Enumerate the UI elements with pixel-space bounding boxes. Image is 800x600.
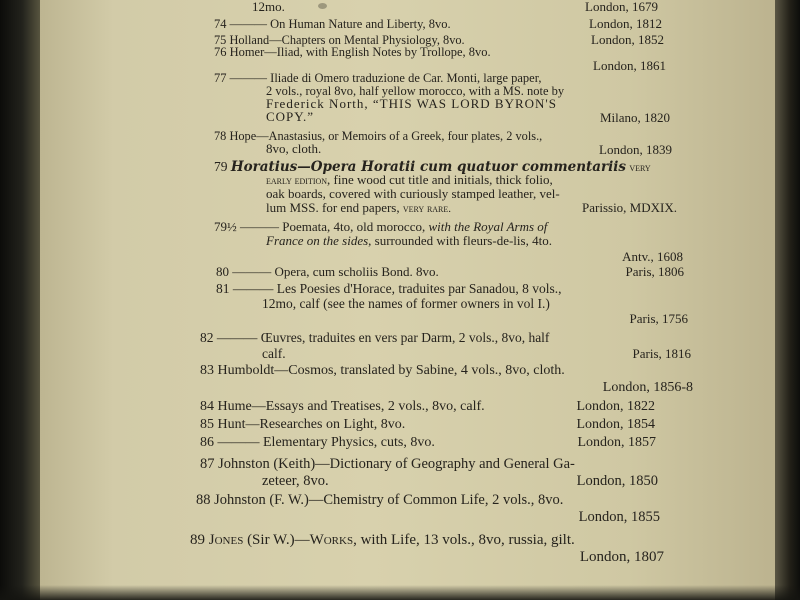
entry-78-line2: 8vo, cloth. [266,141,322,156]
entry-89-author: Jones [208,532,244,548]
entry-79: 79 Horatius—Opera Horatii cum quatuor commentariis very [214,159,651,175]
entry-86: 86 ——— Elementary Physics, cuts, 8vo. [200,435,435,450]
entry-79-half-number: 79½ [214,219,237,234]
entry-79-half-italic2: France on the sides [266,233,369,248]
entry-89-imprint: London, 1807 [579,549,664,565]
entry-88-imprint: London, 1855 [578,509,660,525]
entry-73-imprint: London, 1679 [585,0,658,14]
entry-89 [190,532,575,548]
entry-89-number: 89 [190,532,205,548]
entry-77-line3: Frederick North, “THIS WAS LORD BYRON'S [266,96,557,111]
entry-79-mss: lum MSS. for end papers, [266,200,400,215]
entry-79-line3: oak boards, covered with curiously stamped leather, vel- [266,186,560,201]
entry-79-rare: very rare. [402,203,452,215]
entry-77-line2: 2 vols., royal 8vo, half yellow morocco, with a MS. note by [266,83,565,98]
entry-79-half-lead: ——— Poemata, 4to, old morocco, [240,219,426,234]
entry-81-line2: 12mo, calf (see the names of former owners in vol I.) [262,296,550,311]
entry-85-imprint: London, 1854 [576,417,655,432]
entry-74: 74 ——— On Human Nature and Liberty, 8vo. [214,16,451,31]
entry-79-half [214,220,547,234]
entry-76-imprint: London, 1861 [593,58,666,73]
entry-77-line4: COPY.” [266,109,315,124]
entry-83: 83 Humboldt—Cosmos, translated by Sabine, 4 vols., 8vo, cloth. [200,363,565,378]
entry-79-early: early edition [266,175,328,187]
entry-78-imprint: London, 1839 [599,142,672,157]
entry-74-imprint: London, 1812 [589,16,662,31]
entry-84: 84 Hume—Essays and Treatises, 2 vols., 8vo, calf. [200,399,485,414]
entry-81: 81 ——— Les Poesies d'Horace, traduites par Sanadou, 8 vols., [216,281,562,296]
entry-81-imprint: Paris, 1756 [629,311,688,326]
entry-85: 85 Hunt—Researches on Light, 8vo. [200,417,406,432]
entry-79-author: Horatius [230,159,298,175]
entry-75: 75 Holland—Chapters on Mental Physiology, 8vo. [214,32,465,47]
entry-77-imprint: Milano, 1820 [599,110,670,125]
entry-79-desc: , fine wood cut title and initials, thick folio, [327,172,553,187]
entry-79-number: 79 [214,159,228,174]
entry-79-title: Opera Horatii cum quatuor commentariis [310,159,626,175]
entry-83-imprint: London, 1856-8 [602,380,693,395]
book-spine-shadow [0,0,40,600]
entry-86-imprint: London, 1857 [577,435,656,450]
entry-87: 87 Johnston (Keith)—Dictionary of Geography and General Ga- [200,456,575,472]
entry-77: 77 ——— Iliade di Omero traduzione de Car. Monti, large paper, [214,70,542,85]
entry-88: 88 Johnston (F. W.)—Chemistry of Common Life, 2 vols., 8vo. [196,492,564,508]
entry-82: 82 ——— Œuvres, traduites en vers par Darm, 2 vols., 8vo, half [200,330,550,345]
entry-82-line2: calf. [262,346,286,361]
paper-blemish [318,3,327,9]
entry-89-paren: (Sir W.)— [243,532,310,548]
entry-79-half-rest: , surrounded with fleurs-de-lis, 4to. [368,233,552,248]
entry-73-end: 12mo. [252,0,285,14]
entry-79-very: very [629,162,651,174]
entry-80-imprint: Paris, 1806 [625,264,684,279]
entry-79-half-line2 [266,234,552,248]
entry-80: 80 ——— Opera, cum scholiis Bond. 8vo. [216,264,439,279]
entry-75-imprint: London, 1852 [591,32,664,47]
entry-87-line2: zeteer, 8vo. [262,473,329,489]
entry-79-half-italic1: with the Royal Arms of [428,219,548,234]
entry-89-works: Works [309,532,354,548]
entry-79-imprint: Parissio, MDXIX. [582,200,677,215]
entry-76: 76 Homer—Iliad, with English Notes by Trollope, 8vo. [214,44,491,59]
entry-82-imprint: Paris, 1816 [632,346,691,361]
page-edge-shadow [775,0,800,600]
entry-79-line4 [266,201,451,216]
entry-84-imprint: London, 1822 [576,399,655,414]
entry-78: 78 Hope—Anastasius, or Memoirs of a Greek, four plates, 2 vols., [214,128,543,143]
entry-79-half-imprint: Antv., 1608 [622,249,683,264]
bottom-shadow [0,585,800,600]
entry-89-rest: , with Life, 13 vols., 8vo, russia, gilt. [353,532,575,548]
entry-87-imprint: London, 1850 [576,473,658,489]
